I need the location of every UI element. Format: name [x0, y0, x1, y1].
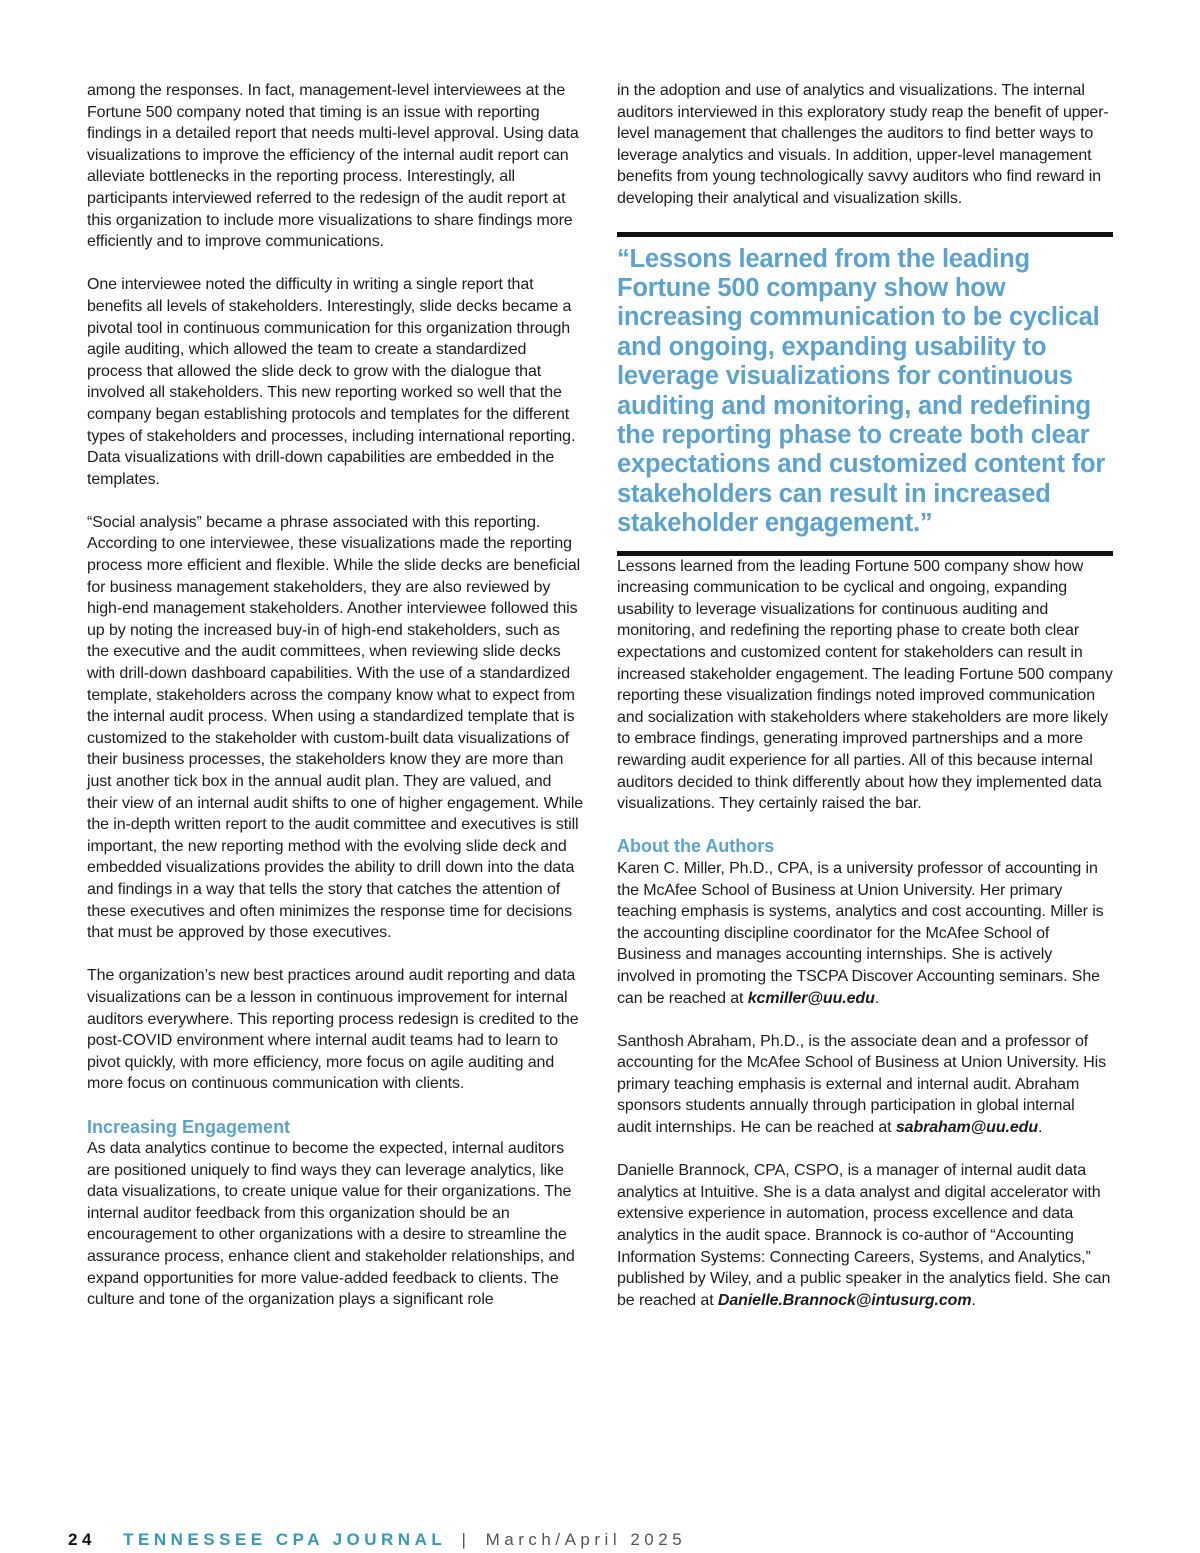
author-bio-text: Danielle Brannock, CPA, CSPO, is a manager of internal audit data analytics at Intuitive. She is a data analyst and digital accelerator with extensive experience in automation, process excellence and data analytics in the audit space. Brannock is co-author of “Accounting Information Systems: Connecting Careers, Systems, and Analytics,” published by Wiley, and a public speaker in the analytics field. She can be reached at: [617, 1162, 1111, 1309]
author-bio-abraham: [617, 1031, 1113, 1139]
section-heading-increasing-engagement: Increasing Engagement: [87, 1116, 291, 1137]
pull-quote: [617, 232, 1113, 556]
period: .: [971, 1291, 976, 1309]
email-link-miller[interactable]: kcmiller@uu.edu: [747, 989, 875, 1007]
author-bio-text: Santhosh Abraham, Ph.D., is the associate dean and a professor of accounting for the McAfee School of Business at Union University. His primary teaching emphasis is external and internal audit. Abraham sponsors students annually through participation in global internal audit internships. He can be reached at: [617, 1032, 1107, 1137]
author-bio-text: Karen C. Miller, Ph.D., CPA, is a university professor of accounting in the McAfee School of Business at Union University. Her primary teaching emphasis is systems, analytics and cost accounting. Miller is the accounting discipline coordinator for the McAfee School of Business and manages accounting internships. She is actively involved in promoting the TSCPA Discover Accounting seminars. She can be reached at: [617, 859, 1104, 1007]
period: .: [874, 989, 880, 1007]
issue-date: March/April 2025: [485, 1530, 687, 1549]
email-link-brannock[interactable]: Danielle.Brannock@intusurg.com: [717, 1291, 972, 1309]
period: .: [1038, 1119, 1043, 1137]
author-bio-brannock: [617, 1160, 1113, 1311]
pull-quote-text: “Lessons learned from the leading Fortune 500 company show how increasing communication to be cyclical and ongoing, expanding usability to leverage visualizations for continuous auditing and monitoring, and redefining the reporting phase to create both clear expectations and customized content for stakeholders can result in increased stakeholder engagement.”: [617, 244, 1106, 538]
right-column: [617, 80, 1113, 1311]
page-footer: [68, 1530, 686, 1550]
paragraph: As data analytics continue to become the expected, internal auditors are positioned uniquely to find ways they can leverage analytics, like data visualizations, to create unique value for their organizations. The internal auditor feedback from this organization should be an encouragement to other organizations with a desire to streamline the assurance process, enhance client and stakeholder relationships, and expand opportunities for more value-added feedback to clients. The culture and tone of the organization plays a significant role: [87, 1140, 575, 1309]
paragraph: One interviewee noted the difficulty in writing a single report that benefits all levels of stakeholders. Interestingly, slide decks became a pivotal tool in continuous communication for this organization through agile auditing, which allowed the team to create a standardized process that allowed the slide deck to grow with the dialogue that involved all stakeholders. This new reporting worked so well that the company began establishing protocols and templates for the different types of stakeholders and processes, including international reporting. Data visualizations with drill-down capabilities are embedded in the templates.: [87, 276, 576, 488]
paragraph: in the adoption and use of analytics and visualizations. The internal auditors interviewed in this exploratory study reap the benefit of upper-level management that challenges the auditors to find better ways to leverage analytics and visuals. In addition, upper-level management benefits from young technologically savvy auditors who find reward in developing their analytical and visualization skills.: [617, 82, 1109, 207]
paragraph: “Social analysis” became a phrase associated with this reporting. According to one interviewee, these visualizations made the reporting process more efficient and flexible. While the slide decks are beneficial for business management stakeholders, they are also reviewed by high-end management stakeholders. Another interviewee followed this up by noting the increased buy-in of high-end stakeholders, such as the executive and the audit committees, when reviewing slide decks with drill-down dashboard capabilities. With the use of a standardized template, stakeholders across the company know what to expect from the internal audit process. When using a standardized template that is customized to the stakeholder with custom-built data visualizations of their business processes, the stakeholders know they are more than just another tick box in the annual audit plan. They are valued, and their view of an internal audit shifts to one of higher engagement. While the in-depth written report to the audit committee and executives is still important, the new reporting method with the evolving slide deck and embedded visualizations provides the ability to drill down into the data and findings in a way that tells the story that catches the attention of these executives and often minimizes the response time for decisions that must be approved by those executives.: [87, 513, 584, 942]
paragraph: The organization’s new best practices around audit reporting and data visualizations can be a lesson in continuous improvement for internal auditors everywhere. This reporting process redesign is credited to the post-COVID environment where internal audit teams had to learn to pivot quickly, with more efficiency, more focus on agile auditing and more focus on continuous communication with clients.: [87, 967, 579, 1093]
paragraph: among the responses. In fact, management-level interviewees at the Fortune 500 company noted that timing is an issue with reporting findings in a detailed report that needs multi-level approval. Using data visualizations to improve the efficiency of the internal audit report can alleviate bottlenecks in the reporting process. Interestingly, all participants interviewed referred to the redesign of the audit report at this organization to include more visualizations to share findings more efficiently and to improve communications.: [87, 82, 579, 251]
journal-title: TENNESSEE CPA JOURNAL: [123, 1530, 447, 1549]
footer-separator: |: [461, 1530, 471, 1549]
paragraph: Lessons learned from the leading Fortune 500 company show how increasing communication to be cyclical and ongoing, expanding usability to leverage visualizations for continuous auditing and monitoring, and redefining the reporting phase to create both clear expectations and customized content for stakeholders can result in increased stakeholder engagement. The leading Fortune 500 company reporting these visualization findings noted improved communication and socialization with stakeholders where stakeholders are more likely to embrace findings, generating improved partnerships and a more rewarding audit experience for all parties. All of this because internal auditors decided to think differently about how they implemented data visualizations. They certainly raised the bar.: [617, 557, 1113, 813]
page-number: 24: [68, 1530, 96, 1549]
email-link-abraham[interactable]: sabraham@uu.edu: [895, 1119, 1038, 1137]
author-bio-miller: [617, 858, 1113, 1009]
section-heading-about-authors: About the Authors: [617, 836, 775, 857]
left-column: [87, 80, 584, 1311]
